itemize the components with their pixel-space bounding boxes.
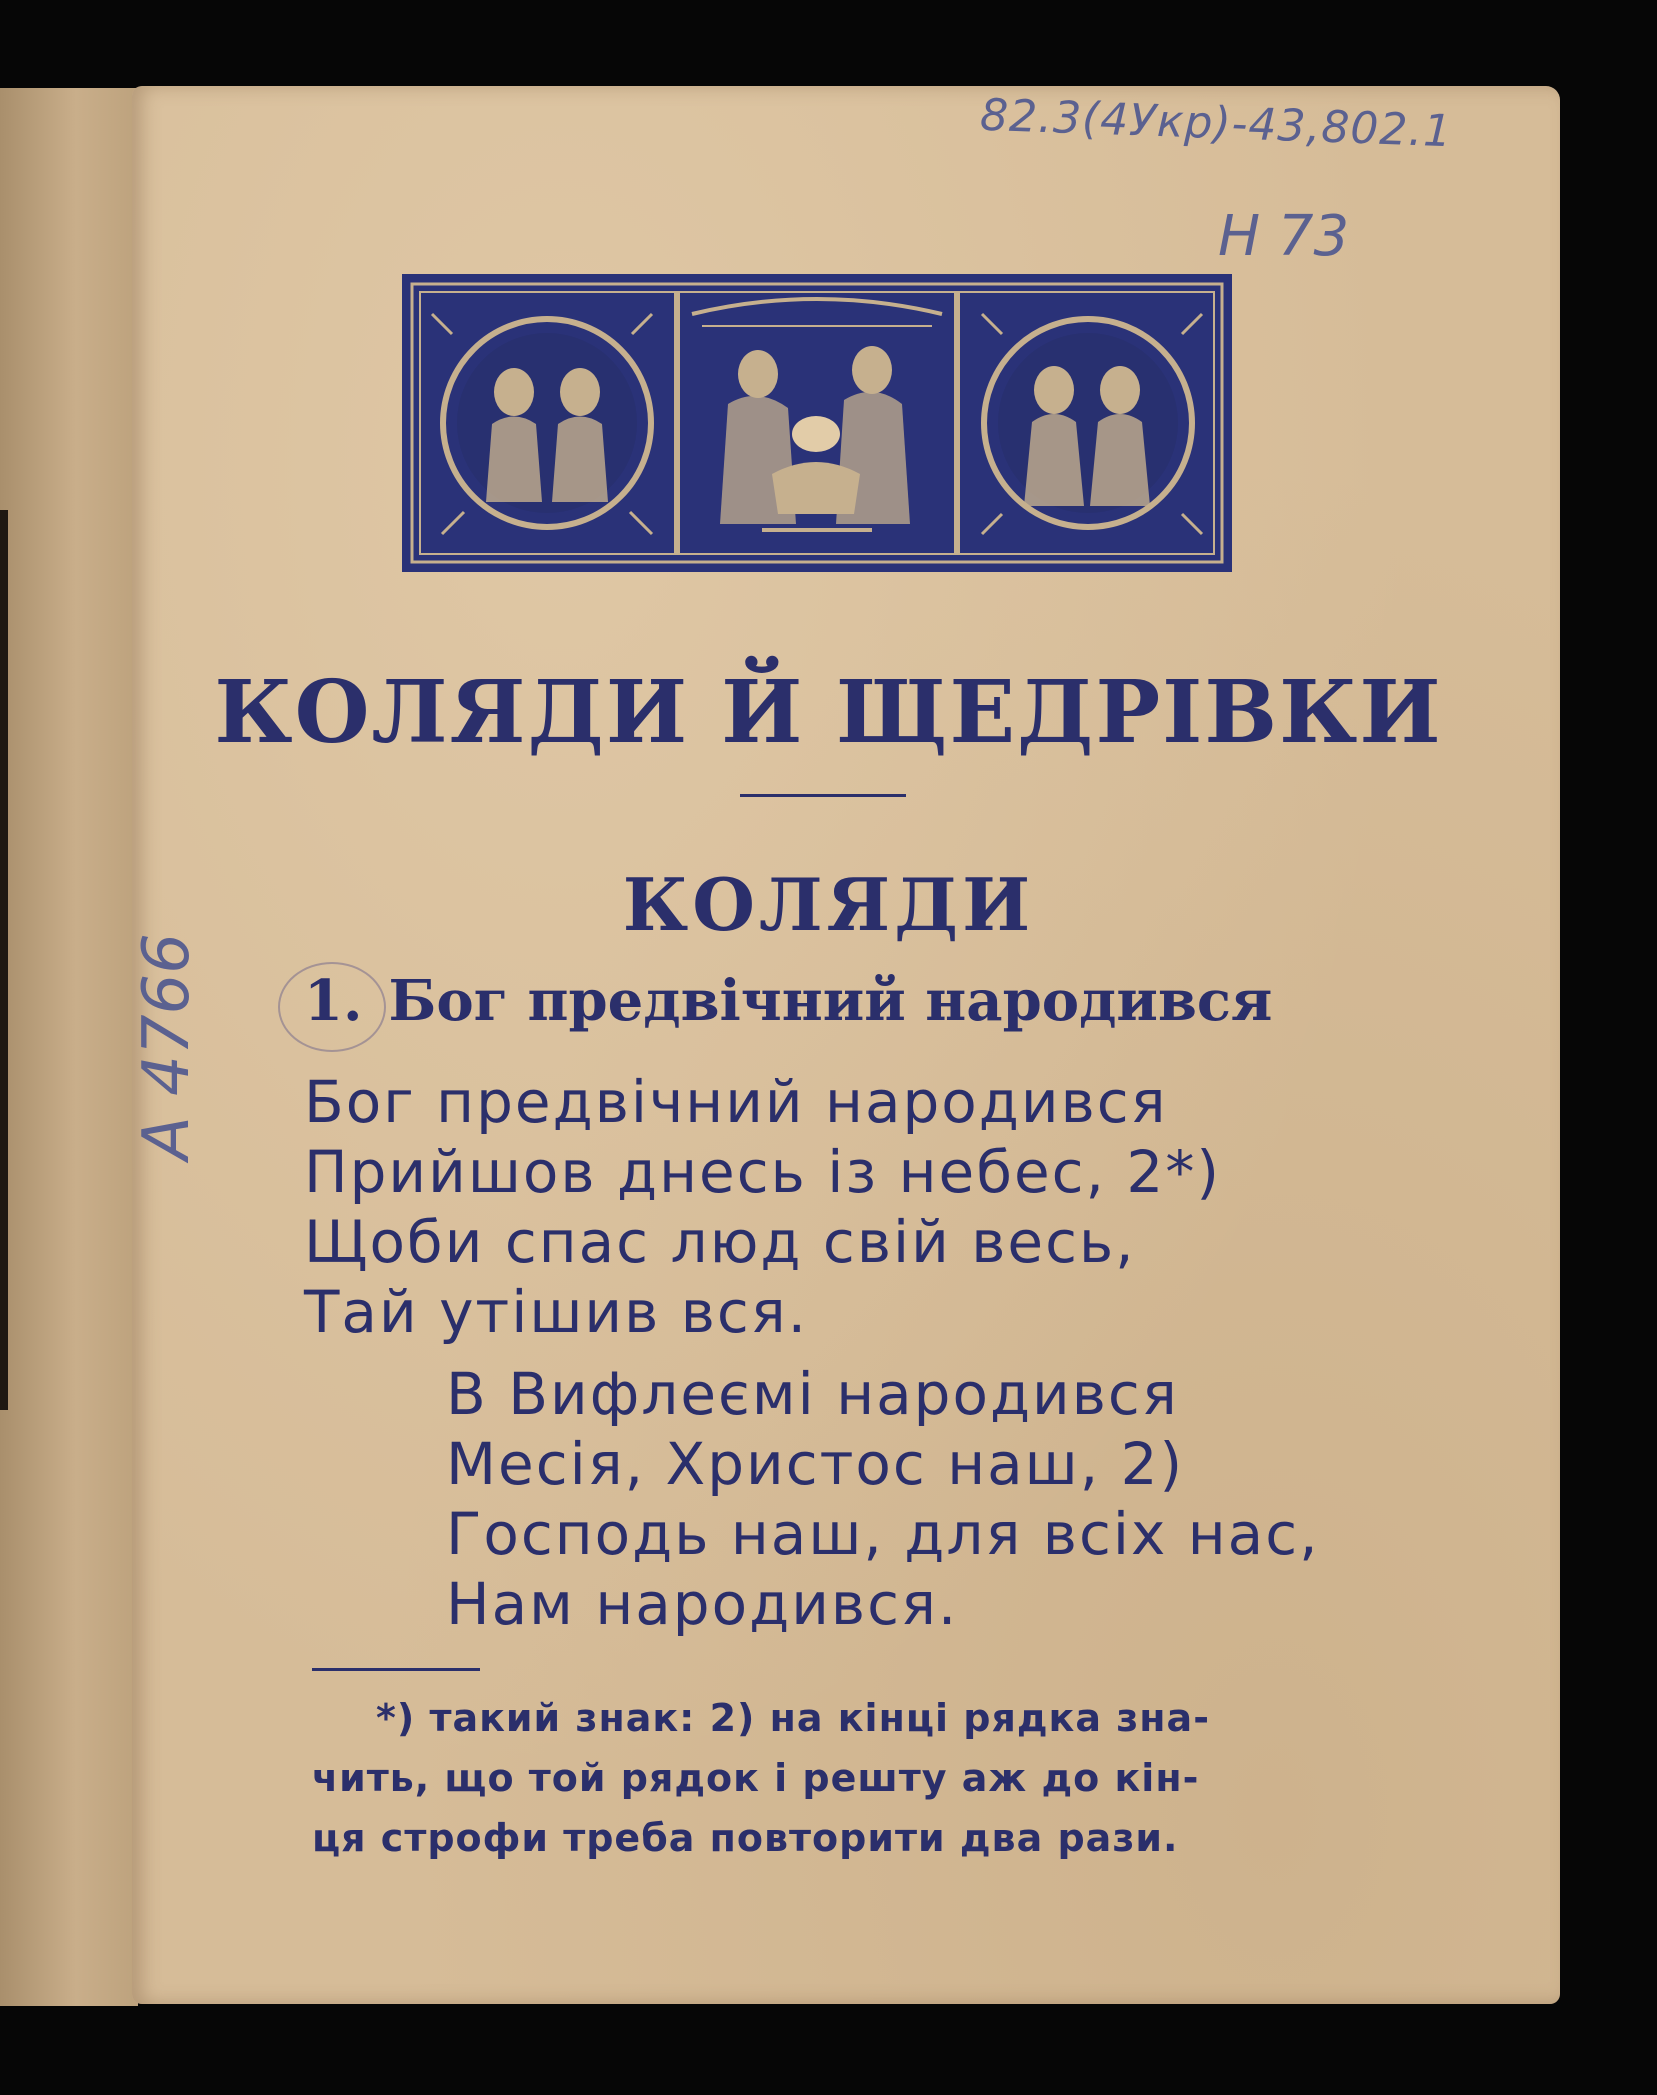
- title-divider: [740, 794, 906, 797]
- library-call-number: 82.3(4Укр)-43,802.1: [979, 89, 1454, 158]
- verse-2: [446, 1360, 1320, 1640]
- song-number: 1.: [304, 968, 363, 1034]
- section-heading: КОЛЯДИ: [622, 862, 1035, 947]
- footnote-line: чить, що той рядок і решту аж до кін-: [312, 1756, 1200, 1800]
- verse-line: Господь наш, для всіх нас,: [446, 1500, 1320, 1568]
- verse-line: В Вифлеємі народився: [446, 1360, 1179, 1428]
- verse-line: Бог предвічний народився: [304, 1068, 1168, 1136]
- footnote-line: ця строфи треба повторити два рази.: [312, 1816, 1179, 1860]
- footnote: [312, 1688, 1352, 1868]
- footnote-divider: [312, 1668, 480, 1671]
- book-title: КОЛЯДИ Й ЩЕДРІВКИ: [214, 662, 1443, 763]
- verse-line: Тай утішив вся.: [304, 1278, 809, 1346]
- song-title-text: Бог предвічний народився: [388, 968, 1273, 1034]
- verse-line: Прийшов днесь із небес, 2*): [304, 1138, 1221, 1206]
- library-shelf-mark: Н 73: [1218, 204, 1350, 269]
- verse-line: Месія, Христос наш, 2): [446, 1430, 1185, 1498]
- song-title: [304, 968, 1272, 1034]
- previous-page-edge: [0, 88, 138, 2006]
- verse-1: [304, 1068, 1221, 1348]
- nativity-woodcut-illustration: [402, 274, 1232, 572]
- inventory-number: А 4766: [130, 933, 204, 1160]
- verse-line: Нам народився.: [446, 1570, 959, 1638]
- footnote-line: *) такий знак: 2) на кінці рядка зна-: [376, 1696, 1210, 1740]
- verse-line: Щоби спас люд свій весь,: [304, 1208, 1136, 1276]
- binding-shadow: [0, 510, 8, 1410]
